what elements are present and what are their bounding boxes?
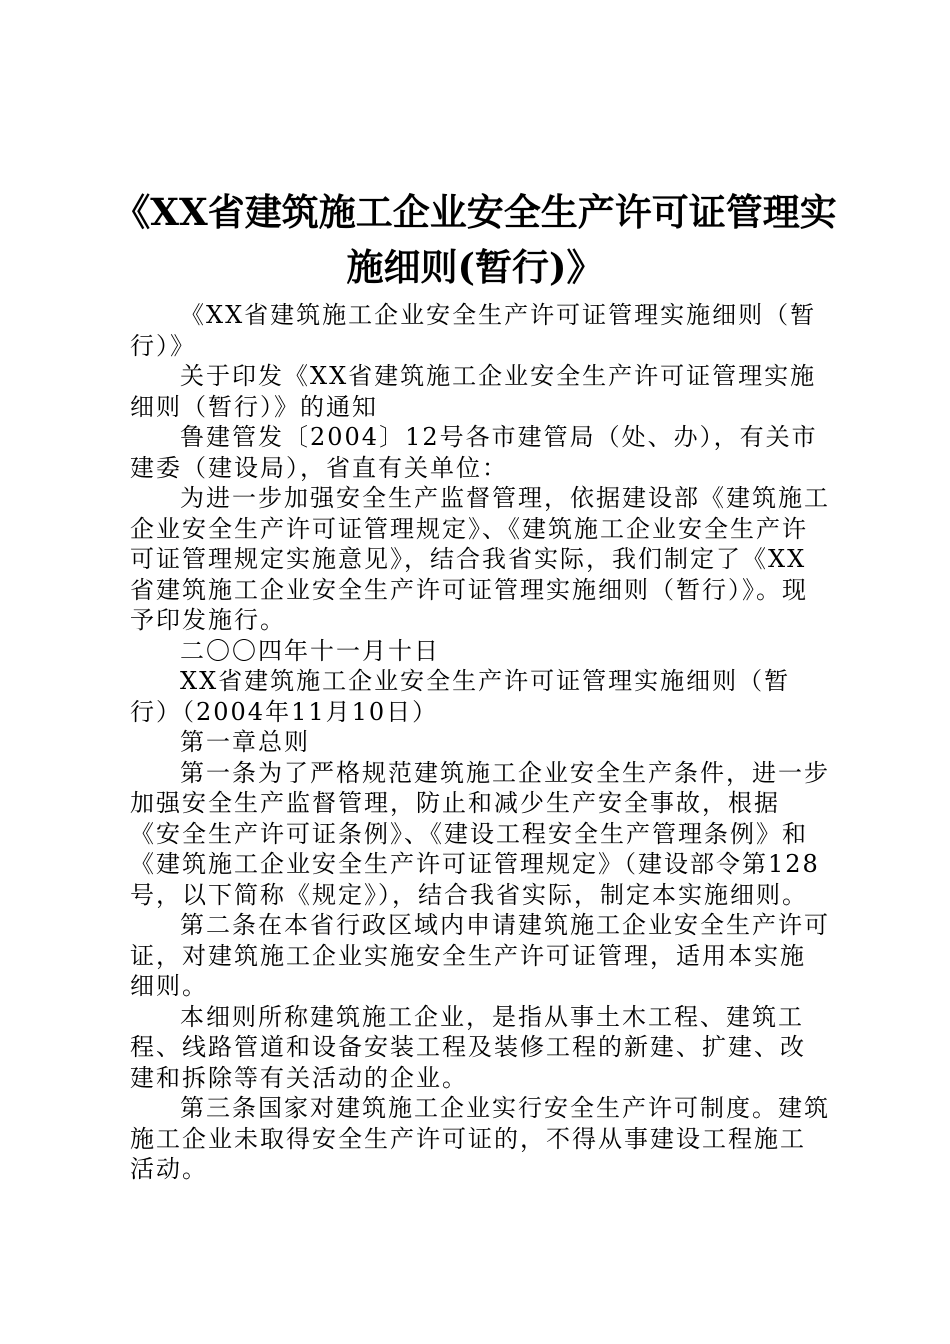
paragraph-article-1: 第一条为了严格规范建筑施工企业安全生产条件，进一步加强安全生产监督管理，防止和减少生产安全事故，根据《安全生产许可证条例》、《建设工程安全生产管理条例》和《建筑施工企业安全生产许可证管理规定》（建设部令第128号，以下简称《规定》），结合我省实际，制定本实施细则。 <box>130 758 830 909</box>
document-title-line-1: 《XX省建筑施工企业安全生产许可证管理实 <box>113 190 837 234</box>
paragraph-rules-title: XX省建筑施工企业安全生产许可证管理实施细则（暂行）（2004年11月10日） <box>130 667 791 726</box>
document-body <box>130 300 830 1185</box>
paragraph-article-2-scope: 本细则所称建筑施工企业，是指从事土木工程、建筑工程、线路管道和设备安装工程及装修工程的新建、扩建、改建和拆除等有关活动的企业。 <box>130 1002 806 1092</box>
paragraph-intro: 为进一步加强安全生产监督管理，依据建设部《建筑施工企业安全生产许可证管理规定》、《建筑施工企业安全生产许可证管理规定实施意见》，结合我省实际，我们制定了《XX省建筑施工企业安全生产许可证管理实施细则（暂行）》。现予印发施行。 <box>130 484 830 634</box>
paragraph-doc-name: 《XX省建筑施工企业安全生产许可证管理实施细则（暂行）》 <box>130 301 817 360</box>
paragraph-recipients: 鲁建管发〔2004〕12号各市建管局（处、办），有关市建委（建设局），省直有关单位： <box>130 423 818 482</box>
paragraph-article-3: 第三条国家对建筑施工企业实行安全生产许可制度。建筑施工企业未取得安全生产许可证的，不得从事建设工程施工活动。 <box>130 1094 830 1183</box>
document-title-line-2: 施细则(暂行)》 <box>346 245 604 289</box>
paragraph-chapter-1: 第一章总则 <box>180 728 310 756</box>
paragraph-date: 二〇〇四年十一月十日 <box>180 636 440 665</box>
paragraph-article-2: 第二条在本省行政区域内申请建筑施工企业安全生产许可证，对建筑施工企业实施安全生产许可证管理，适用本实施细则。 <box>130 911 830 1000</box>
paragraph-notice-title: 关于印发《XX省建筑施工企业安全生产许可证管理实施细则（暂行）》的通知 <box>130 362 817 421</box>
